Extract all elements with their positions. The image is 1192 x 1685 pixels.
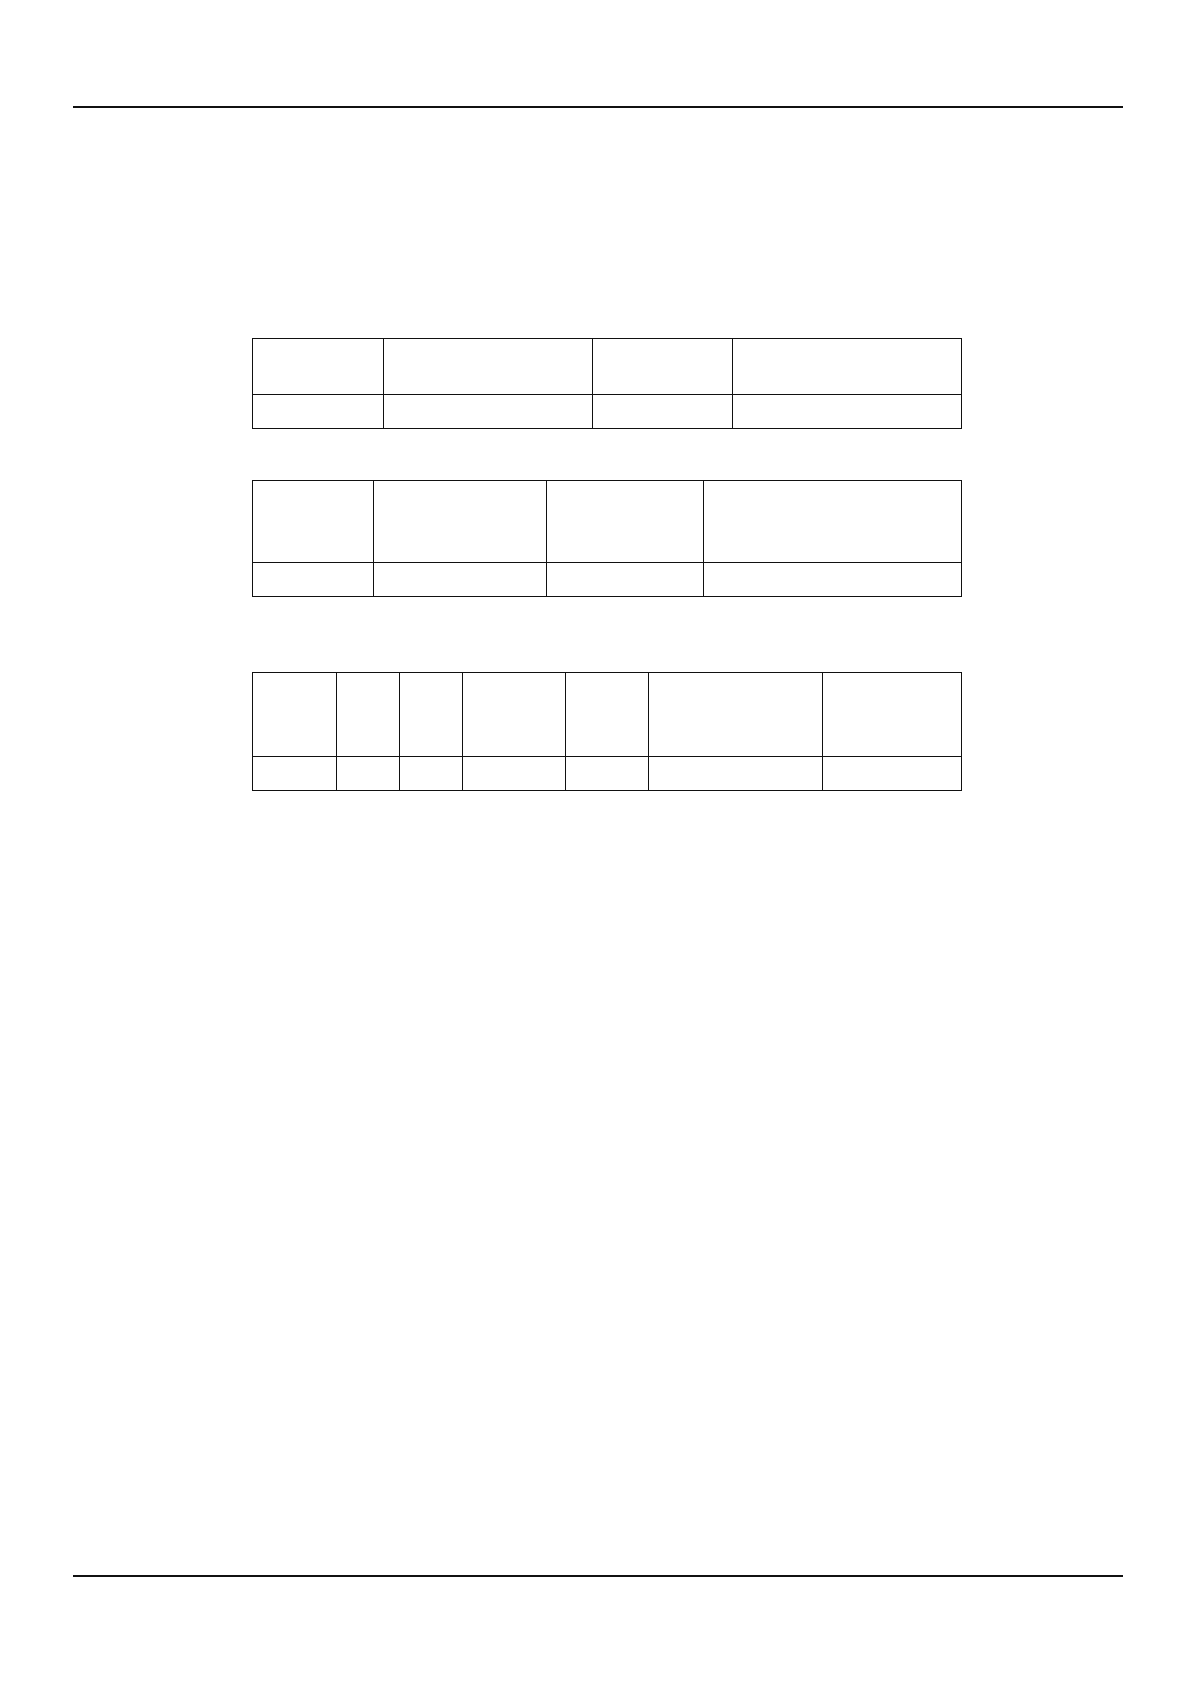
th-owner bbox=[704, 481, 962, 563]
th-price bbox=[253, 673, 337, 757]
th-period bbox=[337, 673, 400, 757]
table-commercial-paper bbox=[252, 480, 962, 597]
th-face-value bbox=[374, 481, 547, 563]
table-header-row bbox=[253, 339, 962, 395]
table-row bbox=[253, 757, 962, 791]
table-row bbox=[253, 395, 962, 429]
cell bbox=[253, 563, 374, 597]
footer-rule bbox=[73, 1575, 1123, 1577]
cell bbox=[733, 395, 962, 429]
th-payment-date bbox=[253, 481, 374, 563]
cell bbox=[704, 563, 962, 597]
th-owner bbox=[733, 339, 962, 395]
cell bbox=[566, 757, 649, 791]
cell bbox=[649, 757, 823, 791]
th-agent bbox=[649, 673, 823, 757]
cell bbox=[593, 395, 733, 429]
table-conditions bbox=[252, 672, 962, 791]
th-meigara bbox=[253, 339, 384, 395]
cell bbox=[823, 757, 962, 791]
cell bbox=[400, 757, 463, 791]
th-face-value bbox=[384, 339, 593, 395]
cell bbox=[253, 395, 384, 429]
th-deposit bbox=[463, 673, 566, 757]
cell bbox=[374, 563, 547, 597]
cell bbox=[463, 757, 566, 791]
th-place bbox=[566, 673, 649, 757]
cell bbox=[384, 395, 593, 429]
table-header-row bbox=[253, 481, 962, 563]
table-row bbox=[253, 563, 962, 597]
th-price-total bbox=[547, 481, 704, 563]
cell bbox=[337, 757, 400, 791]
cell bbox=[547, 563, 704, 597]
cell bbox=[253, 757, 337, 791]
th-contract bbox=[823, 673, 962, 757]
table-bonds bbox=[252, 338, 962, 429]
th-price-total bbox=[593, 339, 733, 395]
header-rule bbox=[73, 106, 1123, 108]
th-unit bbox=[400, 673, 463, 757]
table-header-row bbox=[253, 673, 962, 757]
